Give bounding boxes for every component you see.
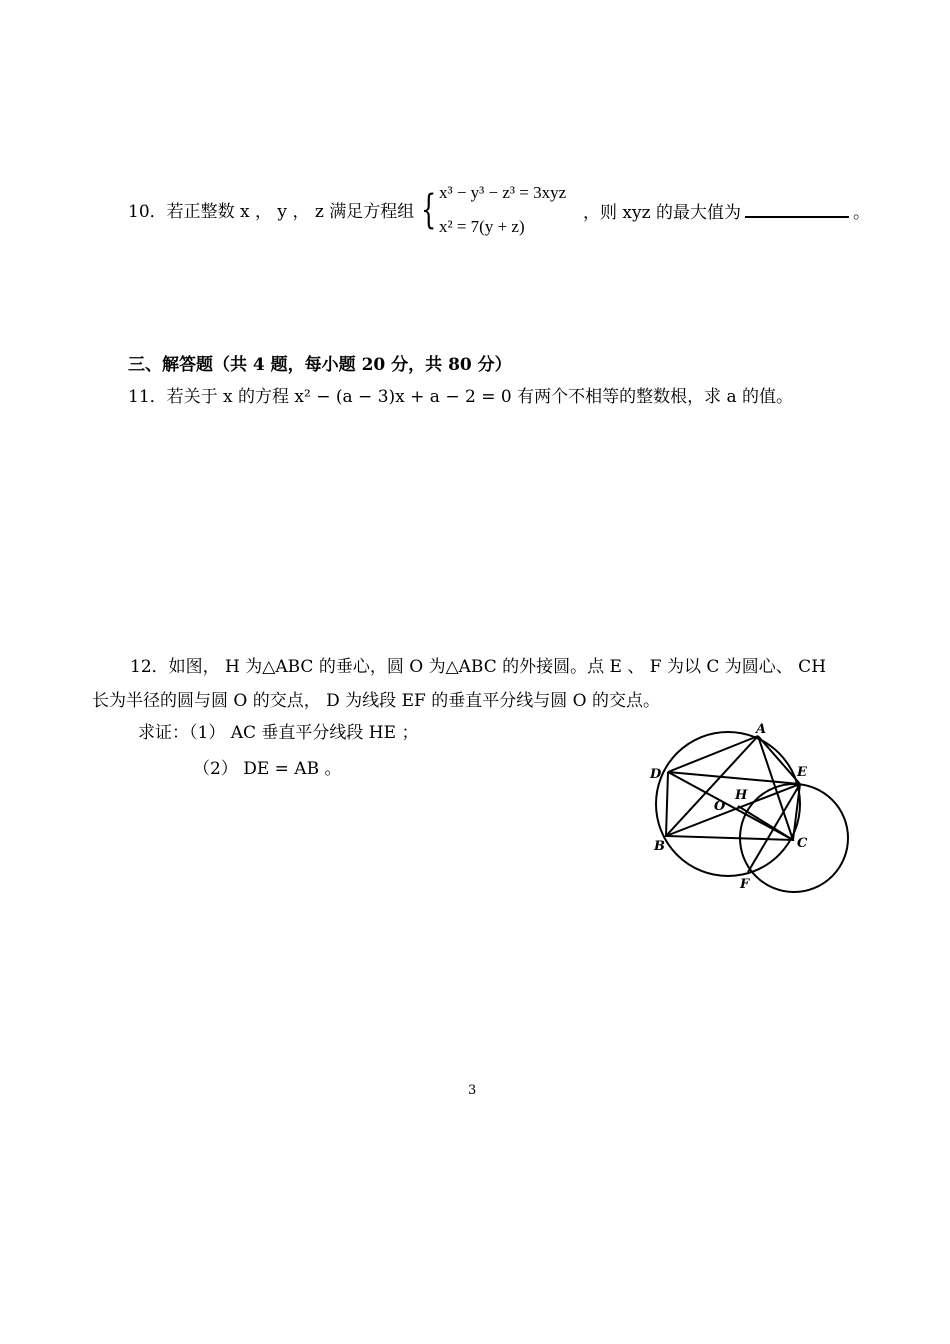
question-10-tail [583, 201, 870, 224]
question-12-prove-2: （2） DE = AB 。 [193, 759, 342, 779]
page-number: 3 [468, 1083, 477, 1098]
section-title: 三、解答题（共 4 题，每小题 20 分，共 80 分） [128, 355, 512, 375]
label-b: B [654, 839, 665, 854]
equation-2: x² = 7(y + z) [439, 217, 525, 236]
geometry-figure [640, 720, 855, 900]
segment-ae [758, 736, 800, 784]
label-e: E [797, 765, 807, 780]
question-10-period: 。 [852, 203, 870, 223]
equation-1: x³ − y³ − z³ = 3xyz [439, 183, 567, 202]
question-10-lead: 10．若正整数 x ， y ， z 满足方程组 [128, 202, 415, 222]
label-a: A [756, 722, 767, 737]
question-10-tail-text: ，则 xyz 的最大值为 [583, 203, 741, 223]
segment-bh [666, 784, 800, 836]
label-d: D [650, 767, 662, 782]
segment-db [666, 772, 668, 836]
label-c: C [797, 836, 808, 851]
question-12-line-2: 长为半径的圆与圆 O 的交点， D 为线段 EF 的垂直平分线与圆 O 的交点。 [92, 691, 660, 711]
label-h: H [735, 788, 748, 803]
answer-blank [745, 201, 849, 218]
system-brace: { [421, 187, 437, 233]
question-12-line-1: 12．如图， H 为△ABC 的垂心，圆 O 为△ABC 的外接圆。点 E 、 F 为以 C 为圆心、 CH [130, 657, 827, 677]
question-12-prove-1: 求证：（1） AC 垂直平分线段 HE ； [138, 723, 419, 743]
segment-da [668, 736, 758, 772]
label-f: F [740, 877, 750, 892]
question-11: 11．若关于 x 的方程 x² − (a − 3)x + a − 2 = 0 有两个不相等的整数根，求 a 的值。 [128, 387, 794, 407]
label-o: O [714, 799, 726, 814]
